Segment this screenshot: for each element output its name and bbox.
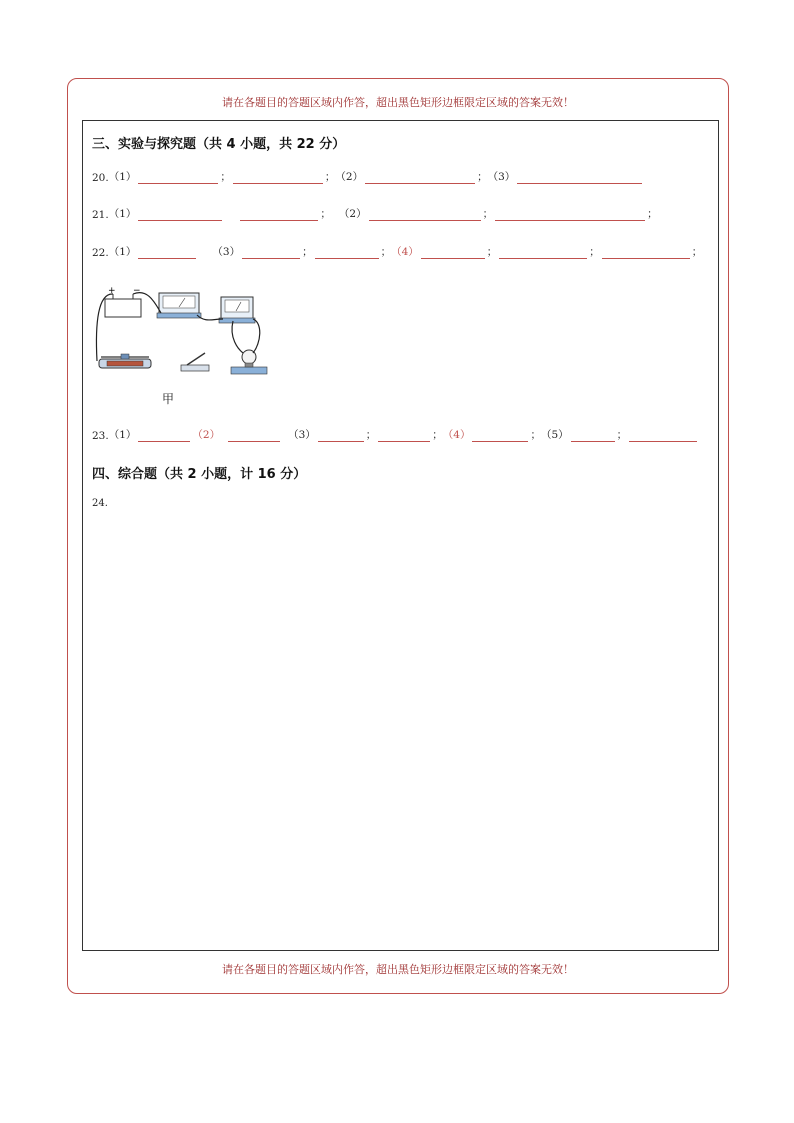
circuit-diagram-figure — [93, 283, 273, 378]
semicolon: ； — [477, 171, 488, 183]
question-24-row — [92, 498, 108, 509]
semicolon: ； — [530, 429, 541, 441]
figure-label: 甲 — [162, 392, 175, 406]
section-4-title: 四、综合题（共 2 小题，计 16 分） — [92, 467, 307, 482]
top-notice: 请在各题目的答题区域内作答，超出黑色矩形边框限定区域的答案无效！ — [222, 96, 574, 109]
ammeter-icon — [157, 293, 201, 318]
q23-blank-3[interactable] — [318, 430, 364, 442]
minus-sign: − — [133, 286, 141, 296]
q22-part3-label: （3） — [212, 246, 241, 258]
q23-part5-label: （5） — [540, 429, 569, 441]
q21-blank-2[interactable] — [240, 209, 318, 221]
q20-number: 20. — [92, 172, 109, 184]
q21-part1-label: （1） — [108, 208, 137, 220]
q22-blank-1[interactable] — [138, 247, 196, 259]
light-bulb-icon — [231, 350, 267, 374]
q24-answer-area[interactable] — [92, 520, 712, 940]
q22-blank-2[interactable] — [242, 247, 300, 259]
q22-blank-5[interactable] — [499, 247, 587, 259]
q23-blank-4[interactable] — [378, 430, 430, 442]
q20-part2-label: （2） — [335, 171, 364, 183]
semicolon: ； — [380, 246, 392, 258]
rheostat-icon — [99, 354, 151, 368]
q21-blank-1[interactable] — [138, 209, 222, 221]
q20-blank-1[interactable] — [138, 172, 218, 184]
bottom-notice: 请在各题目的答题区域内作答，超出黑色矩形边框限定区域的答案无效！ — [222, 963, 574, 976]
q20-part3-label: （3） — [487, 171, 516, 183]
semicolon: ； — [647, 208, 658, 220]
section-3-title: 三、实验与探究题（共 4 小题，共 22 分） — [92, 137, 346, 152]
q23-part2-label: （2） — [192, 429, 221, 441]
question-20-row — [92, 169, 644, 184]
q22-blank-4[interactable] — [421, 247, 485, 259]
q20-blank-3[interactable] — [365, 172, 475, 184]
question-21-row — [92, 206, 658, 221]
q20-blank-4[interactable] — [517, 172, 642, 184]
semicolon: ； — [365, 429, 377, 441]
semicolon: ； — [320, 208, 331, 220]
q23-blank-5[interactable] — [472, 430, 528, 442]
semicolon: ； — [482, 208, 494, 220]
q22-part1-label: （1） — [108, 246, 137, 258]
q21-blank-3[interactable] — [369, 209, 481, 221]
q22-blank-6[interactable] — [602, 247, 690, 259]
q24-number: 24. — [92, 498, 108, 509]
question-22-row — [92, 244, 702, 259]
voltmeter-icon — [219, 297, 255, 323]
q23-part3-label: （3） — [288, 429, 316, 441]
battery-icon — [105, 294, 141, 317]
q23-blank-7[interactable] — [629, 430, 697, 442]
semicolon: ； — [589, 246, 600, 258]
semicolon: ； — [324, 171, 336, 183]
question-23-row — [92, 427, 699, 442]
q23-number: 23. — [92, 430, 109, 442]
q23-blank-1[interactable] — [138, 430, 190, 442]
plus-sign: + — [108, 286, 116, 296]
q21-blank-4[interactable] — [495, 209, 645, 221]
semicolon: ； — [486, 246, 498, 258]
q20-blank-2[interactable] — [233, 172, 323, 184]
semicolon: ； — [302, 246, 313, 258]
semicolon: ； — [432, 429, 443, 441]
q23-part1-label: （1） — [108, 429, 137, 441]
switch-icon — [181, 353, 209, 371]
q23-part4-label: （4） — [442, 429, 471, 441]
semicolon: ； — [220, 171, 231, 183]
q22-blank-3[interactable] — [315, 247, 379, 259]
q22-part4-label: （4） — [391, 246, 419, 258]
q21-number: 21. — [92, 209, 109, 221]
semicolon: ； — [616, 429, 628, 441]
q20-part1-label: （1） — [108, 171, 137, 183]
semicolon: ； — [691, 246, 703, 258]
q23-blank-6[interactable] — [571, 430, 615, 442]
q21-part2-label: （2） — [338, 208, 367, 220]
q22-number: 22. — [92, 247, 109, 259]
q23-blank-2[interactable] — [228, 430, 280, 442]
